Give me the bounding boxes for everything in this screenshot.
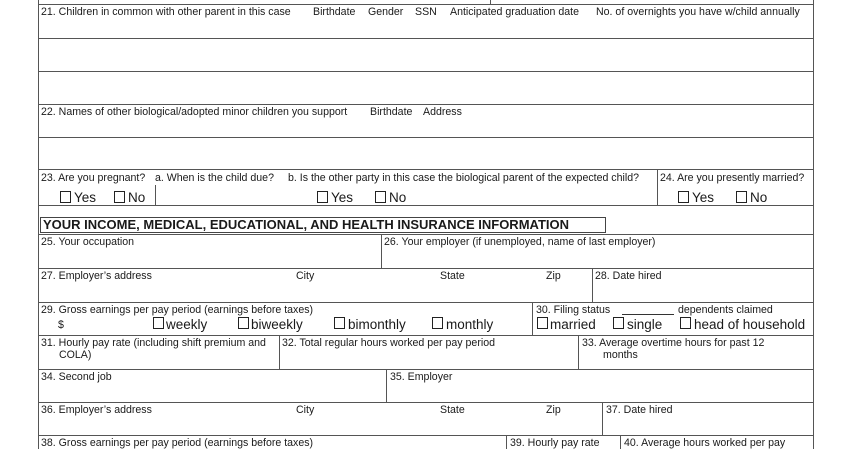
q23b-label: b. Is the other party in this case the biological parent of the expected child? — [288, 172, 639, 184]
q24-no-label: No — [750, 190, 768, 205]
q23-no-checkbox[interactable] — [114, 191, 125, 203]
q26-label: 26. Your employer (if unemployed, name of last employer) — [384, 236, 656, 248]
q27-state-label: State — [440, 270, 465, 282]
q32-regular-hours-field[interactable] — [280, 350, 577, 368]
q22-row-1[interactable] — [39, 138, 813, 169]
q29-weekly-checkbox[interactable] — [153, 317, 164, 329]
form-right-border — [813, 0, 814, 449]
q34-label: 34. Second job — [41, 371, 112, 383]
q29-biweekly-checkbox[interactable] — [238, 317, 249, 329]
q21-col-birthdate: Birthdate — [313, 6, 356, 18]
q21-col-overnights: No. of overnights you have w/child annually — [596, 6, 800, 18]
q27-label: 27. Employer’s address — [41, 270, 152, 282]
q30-married-checkbox[interactable] — [537, 317, 548, 329]
q29-biweekly-label: biweekly — [251, 317, 303, 332]
q30-single-label: single — [627, 317, 663, 332]
q31-label-line2: COLA) — [59, 349, 92, 361]
row-line — [38, 369, 814, 370]
q25-occupation-field[interactable] — [39, 249, 380, 267]
row-line — [38, 4, 814, 5]
q21-col-graduation: Anticipated graduation date — [450, 6, 579, 18]
q29-label: 29. Gross earnings per pay period (earnings before taxes) — [41, 304, 314, 316]
q29-monthly-checkbox[interactable] — [432, 317, 443, 329]
row-line — [38, 402, 814, 403]
row-line — [38, 104, 814, 105]
q30-married-label: married — [550, 317, 596, 332]
q29-bimonthly-checkbox[interactable] — [334, 317, 345, 329]
row-line — [38, 169, 814, 170]
q23b-no-checkbox[interactable] — [375, 191, 386, 203]
q40-label: 40. Average hours worked per pay — [624, 437, 786, 449]
row-line — [38, 302, 814, 303]
q21-row-2[interactable] — [39, 39, 813, 71]
q29-monthly-label: monthly — [446, 317, 494, 332]
q24-yes-checkbox[interactable] — [678, 191, 689, 203]
q23b-no-label: No — [389, 190, 407, 205]
row-line — [38, 335, 814, 336]
row-line — [38, 268, 814, 269]
q35-label: 35. Employer — [390, 371, 453, 383]
q28-date-hired-field[interactable] — [593, 283, 812, 301]
q23-divider-a — [155, 185, 156, 205]
q23-divider-b — [657, 169, 658, 205]
q30-dependents-field[interactable] — [622, 314, 674, 315]
q21-row-3[interactable] — [39, 72, 813, 104]
q21-row-1[interactable] — [39, 20, 813, 38]
q31-label-line1: 31. Hourly pay rate (including shift premium and — [41, 337, 266, 349]
q39-q40-divider — [620, 435, 621, 449]
q30-single-checkbox[interactable] — [613, 317, 624, 329]
q36-label: 36. Employer’s address — [41, 404, 152, 416]
q22-col-birthdate: Birthdate — [370, 106, 413, 118]
q22-label: 22. Names of other biological/adopted minor children you support — [41, 106, 348, 118]
q28-label: 28. Date hired — [595, 270, 662, 282]
q33-overtime-hours-field[interactable] — [650, 350, 812, 368]
q34-second-job-field[interactable] — [39, 384, 385, 401]
q39-label: 39. Hourly pay rate — [510, 437, 600, 449]
q24-label: 24. Are you presently married? — [660, 172, 805, 184]
q36-zip-label: Zip — [546, 404, 561, 416]
q33-label-line2: months — [603, 349, 638, 361]
q23-label: 23. Are you pregnant? — [41, 172, 146, 184]
q26-employer-field[interactable] — [382, 249, 812, 267]
q37-date-hired-field[interactable] — [603, 417, 812, 434]
q27-zip-label: Zip — [546, 270, 561, 282]
q29-bimonthly-label: bimonthly — [348, 317, 406, 332]
q23-yes-label: Yes — [74, 190, 97, 205]
q36-city-label: City — [296, 404, 315, 416]
q22-col-address: Address — [423, 106, 462, 118]
row-line — [38, 435, 814, 436]
q31-hourly-rate-field[interactable] — [100, 350, 278, 368]
q24-no-checkbox[interactable] — [736, 191, 747, 203]
q21-col-ssn: SSN — [415, 6, 437, 18]
section-title: YOUR INCOME, MEDICAL, EDUCATIONAL, AND HEALTH INSURANCE INFORMATION — [40, 217, 606, 233]
q37-label: 37. Date hired — [606, 404, 673, 416]
q36-state-label: State — [440, 404, 465, 416]
q33-label-line1: 33. Average overtime hours for past 12 — [582, 337, 765, 349]
row-line — [38, 234, 814, 235]
q30-hoh-label: head of household — [694, 317, 806, 332]
q23b-yes-checkbox[interactable] — [317, 191, 328, 203]
q27-address-field[interactable] — [39, 283, 591, 301]
q29-q30-divider — [532, 302, 533, 335]
q23-yes-checkbox[interactable] — [60, 191, 71, 203]
row-line — [38, 205, 814, 206]
q29-weekly-label: weekly — [166, 317, 208, 332]
q38-q39-divider — [506, 435, 507, 449]
q23a-label: a. When is the child due? — [155, 172, 274, 184]
q30-hoh-checkbox[interactable] — [680, 317, 691, 329]
q30-dependents-label: dependents claimed — [678, 304, 773, 316]
q25-label: 25. Your occupation — [41, 236, 135, 248]
q32-q33-divider — [578, 335, 579, 369]
q23b-yes-label: Yes — [331, 190, 354, 205]
q21-col-gender: Gender — [368, 6, 404, 18]
q27-city-label: City — [296, 270, 315, 282]
q30-label: 30. Filing status — [536, 304, 611, 316]
q21-label: 21. Children in common with other parent in this case — [41, 6, 291, 18]
q23-no-label: No — [128, 190, 146, 205]
q32-label: 32. Total regular hours worked per pay period — [282, 337, 495, 349]
q24-yes-label: Yes — [692, 190, 715, 205]
q36-address-field[interactable] — [39, 417, 601, 434]
q38-label: 38. Gross earnings per pay period (earnings before taxes) — [41, 437, 314, 449]
q35-employer-field[interactable] — [387, 384, 812, 401]
q29-dollar-sign: $ — [58, 319, 64, 331]
